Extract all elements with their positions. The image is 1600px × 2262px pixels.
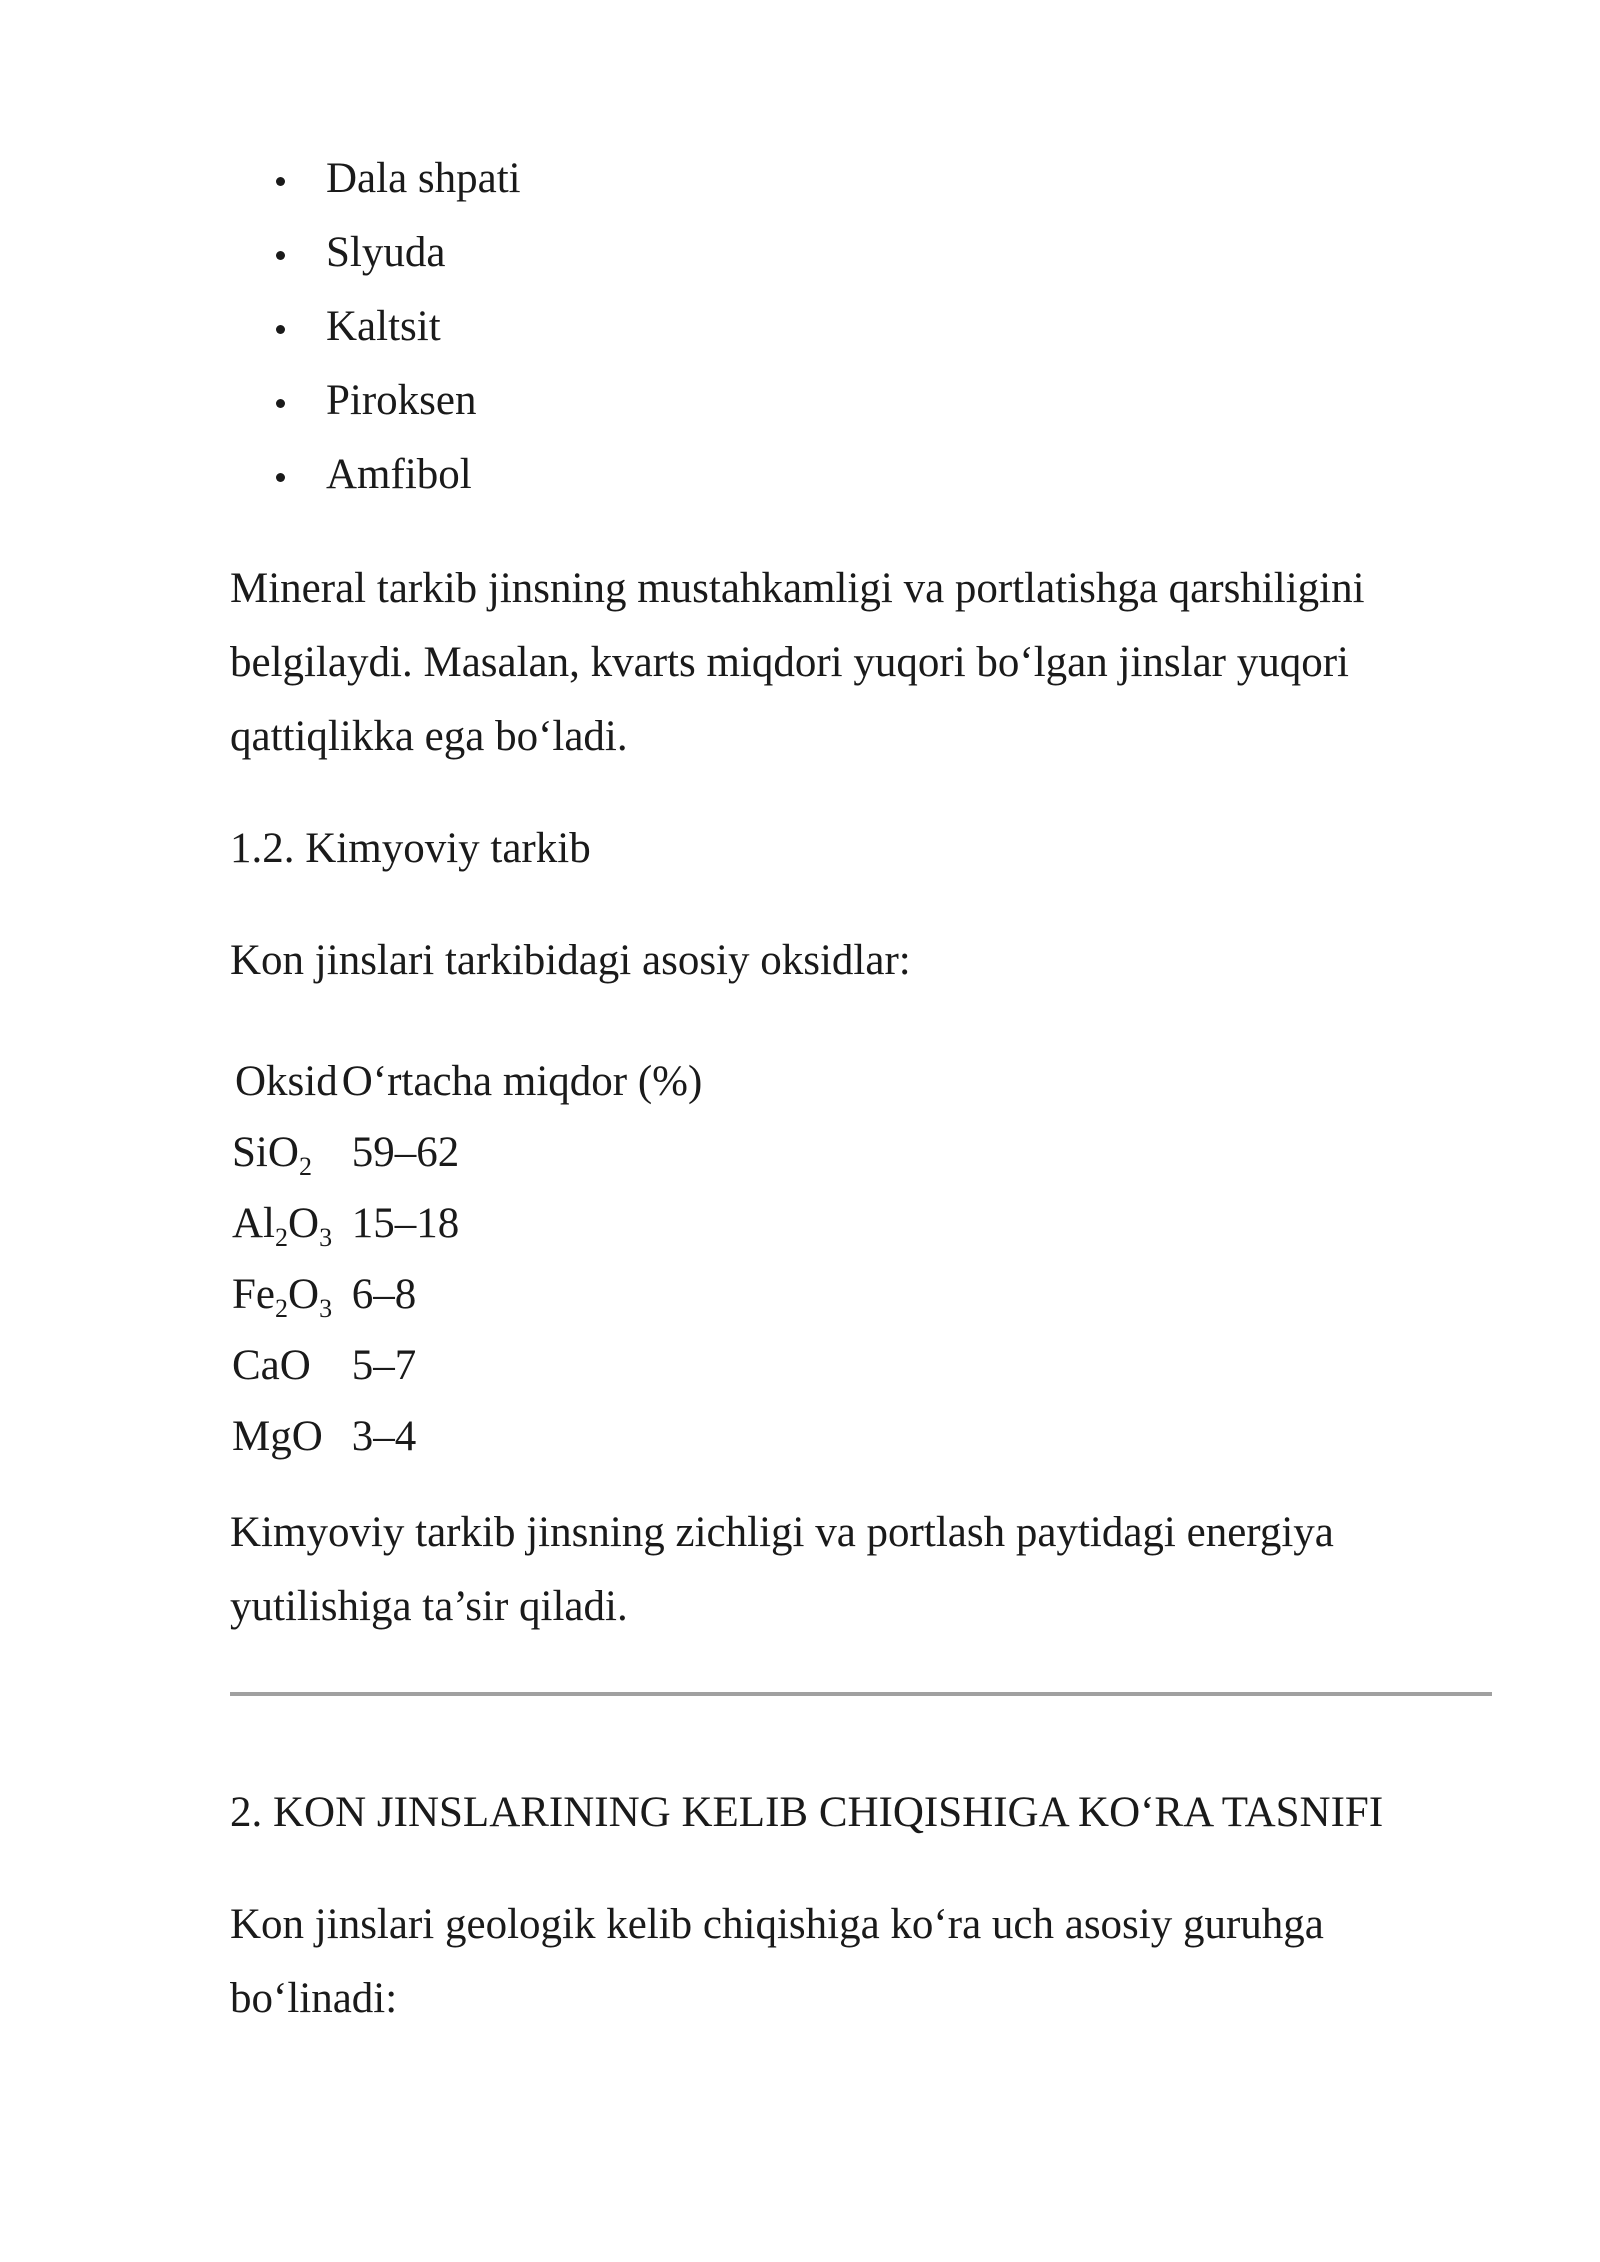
list-item bbox=[0, 150, 521, 224]
chemical-paragraph: Kimyoviy tarkib jinsning zichligi va portlash paytidagi energiya yutilishiga ta’sir qiladi. bbox=[230, 1509, 1334, 1630]
bullet-icon bbox=[276, 473, 285, 482]
list-item bbox=[0, 372, 521, 446]
oxide-amount: 3–4 bbox=[351, 1413, 417, 1460]
oxide-formula: $Fe_2O_3$ bbox=[232, 1271, 333, 1323]
section-heading-1-2: 1.2. Kimyoviy tarkib bbox=[230, 825, 591, 872]
list-item bbox=[0, 446, 521, 520]
list-item bbox=[0, 224, 521, 298]
origin-paragraph: Kon jinslari geologik kelib chiqishiga ko‘ra uch asosiy guruhga bo‘linadi: bbox=[230, 1901, 1324, 2022]
bullet-icon bbox=[276, 177, 285, 186]
mineral-list bbox=[0, 150, 521, 520]
oxides-intro-paragraph: Kon jinslari tarkibidagi asosiy oksidlar: bbox=[230, 937, 911, 984]
table-header-oxide: Oksid bbox=[235, 1058, 338, 1105]
table-row bbox=[232, 1117, 706, 1188]
table-header-row bbox=[232, 1046, 706, 1117]
list-item-text: Dala shpati bbox=[326, 155, 521, 202]
section-heading-2: 2. KON JINSLARINING KELIB CHIQISHIGA KO‘RA TASNIFI bbox=[230, 1789, 1384, 1836]
list-item-text: Kaltsit bbox=[326, 303, 441, 350]
oxide-amount: 15–18 bbox=[351, 1200, 460, 1247]
table-row bbox=[232, 1401, 706, 1472]
table-row bbox=[232, 1188, 706, 1259]
oxide-amount: 6–8 bbox=[351, 1271, 417, 1318]
table-row bbox=[232, 1259, 706, 1330]
list-item bbox=[0, 298, 521, 372]
list-item-text: Slyuda bbox=[326, 229, 446, 276]
oxide-formula: MgO bbox=[232, 1413, 323, 1460]
oxide-formula: SiO$_2$ bbox=[232, 1129, 312, 1181]
bullet-icon bbox=[276, 251, 285, 260]
list-item-text: Amfibol bbox=[326, 451, 472, 498]
table-row bbox=[232, 1330, 706, 1401]
bullet-icon bbox=[276, 325, 285, 334]
oxide-amount: 59–62 bbox=[351, 1129, 460, 1176]
oxide-amount: 5–7 bbox=[351, 1342, 417, 1389]
oxide-formula: CaO bbox=[232, 1342, 311, 1389]
list-item-text: Piroksen bbox=[326, 377, 477, 424]
bullet-icon bbox=[276, 399, 285, 408]
oxide-formula: $Al_2O_3$ bbox=[232, 1200, 333, 1252]
mineral-paragraph: Mineral tarkib jinsning mustahkamligi va portlatishga qarshiligini belgilaydi. Masalan, kvarts miqdori yuqori bo‘lgan jinslar yuqori qattiqlikka ega bo‘ladi. bbox=[230, 565, 1365, 760]
table-header-amount: O‘rtacha miqdor (%) bbox=[341, 1058, 703, 1105]
horizontal-divider bbox=[230, 1692, 1492, 1696]
oxide-table bbox=[232, 1046, 706, 1472]
